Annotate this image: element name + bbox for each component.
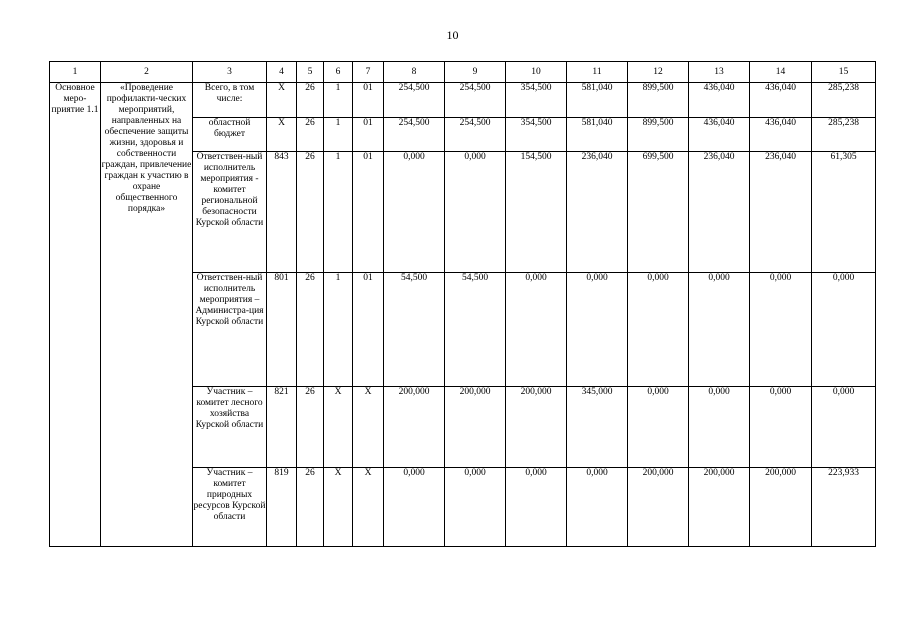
cell: 0,000 [567, 273, 628, 387]
cell: 0,000 [384, 468, 445, 547]
cell: X [324, 468, 353, 547]
cell: 0,000 [812, 273, 876, 387]
cell: 200,000 [689, 468, 750, 547]
cell: 581,040 [567, 83, 628, 118]
cell: X [267, 83, 297, 118]
cell: 54,500 [384, 273, 445, 387]
cell: 821 [267, 387, 297, 468]
cell: 285,238 [812, 83, 876, 118]
table-row [50, 83, 876, 118]
cell: 285,238 [812, 118, 876, 152]
header-cell: 7 [353, 62, 384, 83]
cell: 26 [297, 83, 324, 118]
header-cell: 3 [193, 62, 267, 83]
cell: 0,000 [812, 387, 876, 468]
cell: 236,040 [567, 152, 628, 273]
cell: 0,000 [628, 273, 689, 387]
row-label: Всего, в том числе: [193, 83, 267, 118]
cell: 1 [324, 273, 353, 387]
page-number: 10 [446, 28, 459, 42]
cell: 154,500 [506, 152, 567, 273]
cell: 61,305 [812, 152, 876, 273]
cell: 819 [267, 468, 297, 547]
cell: 1 [324, 152, 353, 273]
cell: X [267, 118, 297, 152]
cell: 0,000 [506, 273, 567, 387]
event-name: «Проведение профилакти-ческих мероприятий, направленных на обеспечение защиты жизни, здоровья и собственности граждан, привлечение граждан к участию в охране общественного порядка» [101, 83, 193, 547]
cell: 254,500 [445, 118, 506, 152]
cell: 581,040 [567, 118, 628, 152]
header-cell: 6 [324, 62, 353, 83]
cell: 801 [267, 273, 297, 387]
cell: 26 [297, 468, 324, 547]
cell: 436,040 [750, 83, 812, 118]
cell: 0,000 [628, 387, 689, 468]
row-label: Участник – комитет лесного хозяйства Курской области [193, 387, 267, 468]
cell: 54,500 [445, 273, 506, 387]
header-cell: 10 [506, 62, 567, 83]
cell: 254,500 [445, 83, 506, 118]
header-cell: 14 [750, 62, 812, 83]
cell: 223,933 [812, 468, 876, 547]
event-code: Основное меро-приятие 1.1 [50, 83, 101, 547]
header-cell: 9 [445, 62, 506, 83]
row-label: Участник – комитет природных ресурсов Курской области [193, 468, 267, 547]
cell: 01 [353, 273, 384, 387]
cell: 0,000 [689, 387, 750, 468]
cell: 0,000 [750, 387, 812, 468]
header-cell: 2 [101, 62, 193, 83]
header-cell: 12 [628, 62, 689, 83]
cell: 01 [353, 152, 384, 273]
header-row [50, 62, 876, 83]
cell: 436,040 [689, 118, 750, 152]
cell: 0,000 [506, 468, 567, 547]
header-cell: 1 [50, 62, 101, 83]
header-cell: 5 [297, 62, 324, 83]
cell: 0,000 [750, 273, 812, 387]
row-label: Ответствен-ный исполнитель мероприятия – Администра-ция Курской области [193, 273, 267, 387]
cell: 0,000 [445, 468, 506, 547]
row-label: Ответствен-ный исполнитель мероприятия - комитет региональной безопасности Курской области [193, 152, 267, 273]
cell: 01 [353, 118, 384, 152]
cell: 200,000 [750, 468, 812, 547]
cell: 899,500 [628, 83, 689, 118]
header-cell: 8 [384, 62, 445, 83]
cell: 26 [297, 118, 324, 152]
header-cell: 13 [689, 62, 750, 83]
cell: 1 [324, 83, 353, 118]
cell: 26 [297, 152, 324, 273]
header-cell: 11 [567, 62, 628, 83]
cell: X [324, 387, 353, 468]
cell: 0,000 [567, 468, 628, 547]
cell: 345,000 [567, 387, 628, 468]
cell: 254,500 [384, 118, 445, 152]
cell: 200,000 [445, 387, 506, 468]
cell: X [353, 468, 384, 547]
cell: 26 [297, 387, 324, 468]
header-cell: 15 [812, 62, 876, 83]
cell: 236,040 [689, 152, 750, 273]
row-label: областной бюджет [193, 118, 267, 152]
cell: 200,000 [628, 468, 689, 547]
budget-table [49, 61, 876, 547]
cell: 899,500 [628, 118, 689, 152]
cell: 236,040 [750, 152, 812, 273]
cell: 0,000 [689, 273, 750, 387]
cell: 01 [353, 83, 384, 118]
cell: 0,000 [445, 152, 506, 273]
cell: X [353, 387, 384, 468]
cell: 699,500 [628, 152, 689, 273]
cell: 354,500 [506, 118, 567, 152]
header-cell: 4 [267, 62, 297, 83]
cell: 0,000 [384, 152, 445, 273]
cell: 200,000 [384, 387, 445, 468]
cell: 354,500 [506, 83, 567, 118]
cell: 436,040 [689, 83, 750, 118]
cell: 254,500 [384, 83, 445, 118]
cell: 26 [297, 273, 324, 387]
cell: 436,040 [750, 118, 812, 152]
cell: 843 [267, 152, 297, 273]
cell: 200,000 [506, 387, 567, 468]
cell: 1 [324, 118, 353, 152]
